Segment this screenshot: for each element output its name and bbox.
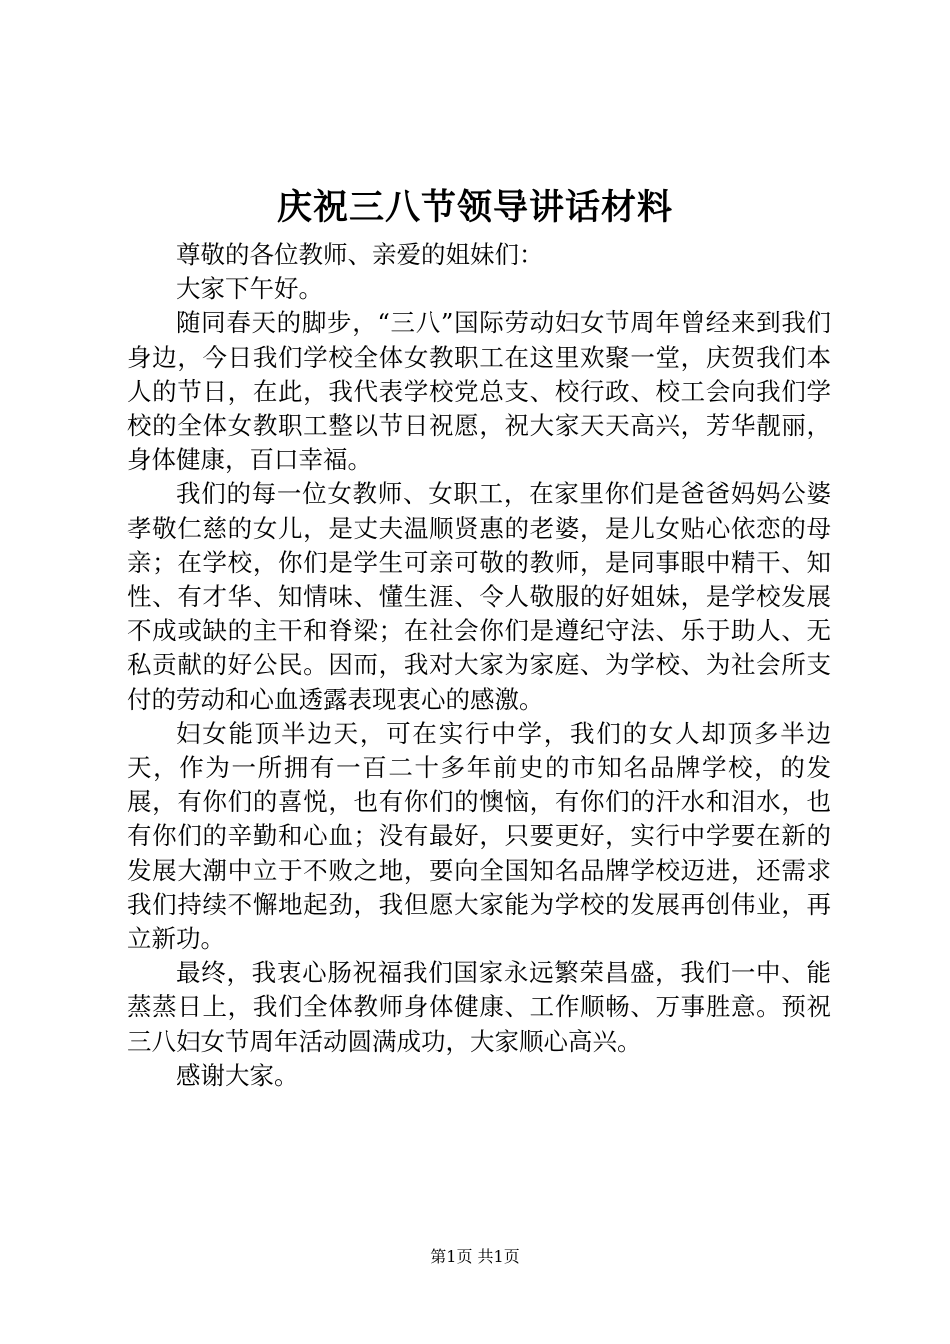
closing-paragraph: 感谢大家。 <box>176 1060 299 1090</box>
body-paragraph: 最终，我衷心肠祝福我们国家永远繁荣昌盛，我们一中、能蒸蒸日上，我们全体教师身体健康、工作顺畅、万事胜意。预祝三八妇女节周年活动圆满成功，大家顺心高兴。 <box>127 958 831 1056</box>
greeting-paragraph: 大家下午好。 <box>176 274 323 304</box>
body-paragraph: 随同春天的脚步，“三八”国际劳动妇女节周年曾经来到我们身边，今日我们学校全体女教职工在这里欢聚一堂，庆贺我们本人的节日，在此，我代表学校党总支、校行政、校工会向我们学校的全体女教职工整以节日祝愿，祝大家天天高兴，芳华靓丽，身体健康，百口幸福。 <box>127 308 831 475</box>
salutation-paragraph: 尊敬的各位教师、亲爱的姐妹们： <box>176 240 544 269</box>
document-title: 庆祝三八节领导讲话材料 <box>276 187 673 228</box>
page-number-footer: 第1页 共1页 <box>430 1247 520 1266</box>
document-body <box>127 238 831 1093</box>
body-paragraph: 妇女能顶半边天，可在实行中学，我们的女人却顶多半边天，作为一所拥有一百二十多年前史的市知名品牌学校，的发展，有你们的喜悦，也有你们的懊恼，有你们的汗水和泪水，也有你们的辛勤和心血；没有最好，只要更好，实行中学要在新的发展大潮中立于不败之地，要向全国知名品牌学校迈进，还需求我们持续不懈地起劲，我但愿大家能为学校的发展再创伟业，再立新功。 <box>127 718 831 954</box>
body-paragraph: 我们的每一位女教师、女职工，在家里你们是爸爸妈妈公婆孝敬仁慈的女儿，是丈夫温顺贤惠的老婆，是儿女贴心依恋的母亲；在学校，你们是学生可亲可敬的教师，是同事眼中精干、知性、有才华、知情味、懂生涯、令人敬服的好姐妹，是学校发展不成或缺的主干和脊梁；在社会你们是遵纪守法、乐于助人、无私贡献的好公民。因而，我对大家为家庭、为学校、为社会所支付的劳动和心血透露表现衷心的感激。 <box>127 479 831 714</box>
